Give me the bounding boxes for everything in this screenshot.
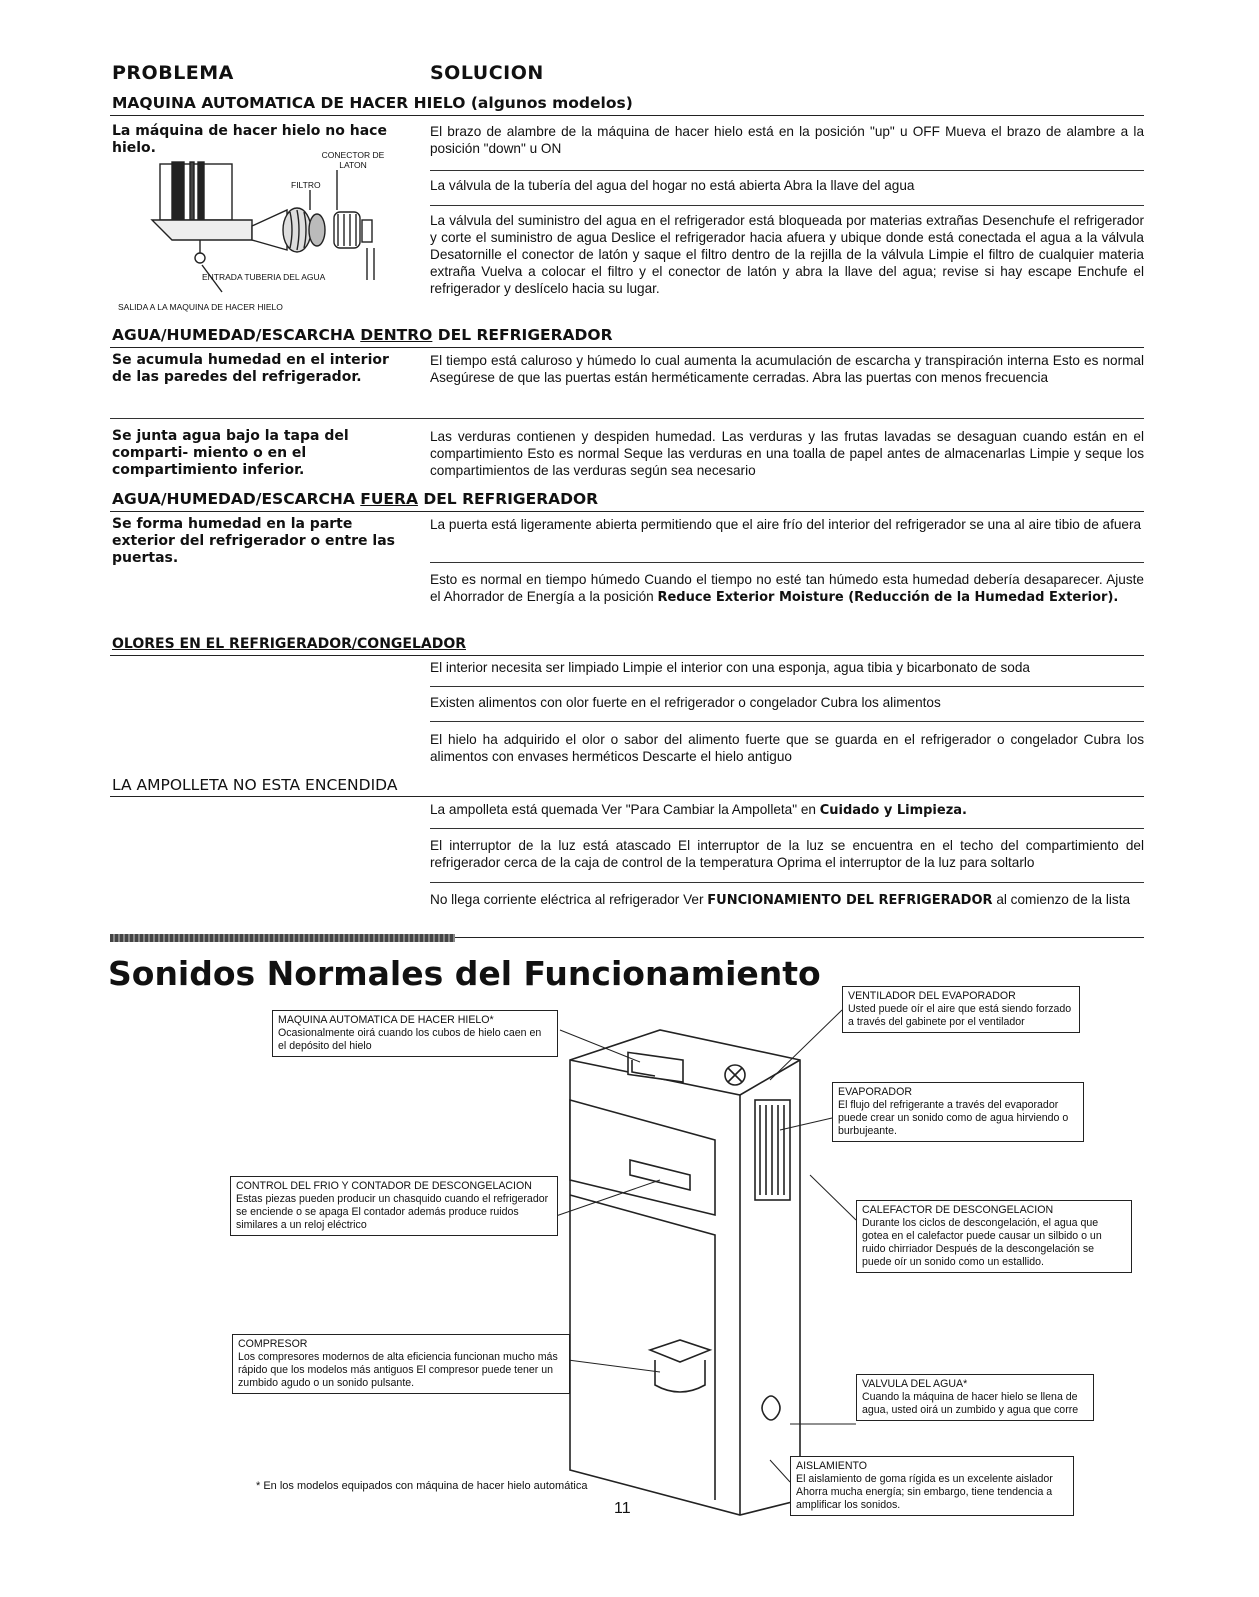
solution-clean-interior: El interior necesita ser limpiado Limpie el interior con una esponja, agua tibia y bicarbonato de soda [430, 660, 1030, 675]
page-number: 11 [614, 1500, 631, 1517]
section-inside-emphasis: DENTRO [360, 326, 433, 344]
callout-ice-maker-text: Ocasionalmente oirá cuando los cubos de hielo caen en el depósito del hielo [278, 1027, 542, 1052]
solution-humid-normal-emphasis: Reduce Exterior Moisture (Reducción de la Humedad Exterior). [657, 590, 1119, 605]
callout-cold-control-text: Estas piezas pueden producir un chasquido cuando el refrigerador se enciende o se apaga El contador además produce ruidos similares a un reloj eléctrico [236, 1193, 549, 1231]
callout-insulation [790, 1456, 1074, 1516]
solution-no-power-emphasis: FUNCIONAMIENTO DEL REFRIGERADOR [707, 893, 993, 908]
label-filtro: FILTRO [291, 180, 321, 190]
callout-water-valve-text: Cuando la máquina de hacer hielo se llena de agua, usted oirá un zumbido y agua que corre [862, 1391, 1079, 1416]
callout-compressor-text: Los compresores modernos de alta eficiencia funcionan mucho más rápido que los modelos más antiguos El compresor puede tener un zumbido agudo o un sonido pulsante. [238, 1351, 558, 1389]
callout-evaporator-fan-title: VENTILADOR DEL EVAPORADOR [848, 990, 1016, 1002]
solution-no-power-text-end: al comienzo de la lista [992, 892, 1131, 907]
callout-ice-maker-title: MAQUINA AUTOMATICA DE HACER HIELO* [278, 1014, 494, 1026]
solution-house-valve: La válvula de la tubería del agua del hogar no está abierta Abra la llave del agua [430, 178, 915, 193]
section-inside-text-end: DEL REFRIGERADOR [432, 326, 613, 344]
solution-wire-arm: El brazo de alambre de la máquina de hacer hielo está en la posición "up" u OFF Mueva el brazo de alambre a la posición "down" u ON [430, 124, 1144, 156]
callout-cold-control-title: CONTROL DEL FRIO Y CONTADOR DE DESCONGELACION [236, 1180, 532, 1192]
section-odors: OLORES EN EL REFRIGERADOR/CONGELADOR [112, 636, 467, 652]
callout-defrost-heater-title: CALEFACTOR DE DESCONGELACION [862, 1204, 1054, 1216]
problem-ice-maker: La máquina de hacer hielo no hace hielo. [112, 123, 387, 156]
callout-evaporator-text: El flujo del refrigerante a través del evaporador puede crear un sonido como de agua hirviendo o burbujeante. [838, 1099, 1069, 1137]
problem-inside-walls: Se acumula humedad en el interior de las paredes del refrigerador. [112, 352, 389, 385]
section-ice-maker: MAQUINA AUTOMATICA DE HACER HIELO (algunos modelos) [112, 94, 633, 112]
section-outside-text: AGUA/HUMEDAD/ESCARCHA [112, 490, 361, 508]
solution-light-switch: El interruptor de la luz está atascado El interruptor de la luz se encuentra en el techo del compartimiento del refrigerador cerca de la caja de control de la temperatura Oprima el interruptor de la luz para soltarlo [430, 838, 1144, 870]
solution-valve-blocked: La válvula del suministro del agua en el refrigerador está bloqueada por materias extrañas Desenchufe el refrigerador y corte el suministro de agua Deslice el refrigerador hacia afuera y ubique donde está conectada el agua a la válvula Desatornille el conector de latón y saque el filtro dentro de la rejilla de la válvula Limpie el filtro de cualquier materia extraña Vuelva a colocar el filtro y el conector de latón y abra la llave del agua; revise si hay escape Enchufe el refrigerador y deslícelo hacia su lugar. [430, 213, 1144, 296]
solution-bulb-burnt-emphasis: Cuidado y Limpieza. [819, 803, 967, 818]
problem-exterior-moisture: Se forma humedad en la parte exterior del refrigerador o entre las puertas. [112, 516, 395, 566]
header-solucion: SOLUCION [430, 62, 544, 84]
callout-evaporator [832, 1082, 1084, 1142]
section-bulb: LA AMPOLLETA NO ESTA ENCENDIDA [112, 776, 398, 794]
label-entrada: ENTRADA TUBERIA DEL AGUA [202, 272, 326, 282]
callout-evaporator-fan-text: Usted puede oír el aire que está siendo forzado a través del gabinete por el ventilador [848, 1003, 1072, 1028]
callout-defrost-heater [856, 1200, 1132, 1273]
callout-compressor-title: COMPRESOR [238, 1338, 308, 1350]
section-outside-emphasis: FUERA [360, 490, 418, 508]
label-salida: SALIDA A LA MAQUINA DE HACER HIELO [118, 302, 283, 312]
callout-water-valve [856, 1374, 1094, 1421]
solution-humid-normal-text: Esto es normal en tiempo húmedo Cuando el tiempo no esté tan húmedo esta humedad debería desaparecer. Ajuste el Ahorrador de Energía a la posición [430, 572, 1144, 604]
solution-vegetables: Las verduras contienen y despiden humedad. Las verduras y las frutas lavadas se desaguan cuando están en el compartimiento Esto es normal Seque las verduras en una toalla de papel antes de almacenarlas Limpie y seque los compartimientos de las verduras según sea necesario [430, 429, 1144, 478]
callout-cold-control [230, 1176, 558, 1236]
footnote: * En los modelos equipados con máquina de hacer hielo automática [256, 1480, 588, 1492]
section-inside-text: AGUA/HUMEDAD/ESCARCHA [112, 326, 361, 344]
callout-compressor [232, 1334, 570, 1394]
solution-ice-odor: El hielo ha adquirido el olor o sabor del alimento fuerte que se guarda en el refrigerador o congelador Cubra los alimentos con envases herméticos Descarte el hielo antiguo [430, 732, 1144, 764]
solution-door-ajar: La puerta está ligeramente abierta permitiendo que el aire frío del interior del refrigerador se una al aire tibio de afuera [430, 517, 1142, 532]
callout-insulation-title: AISLAMIENTO [796, 1460, 868, 1472]
callout-defrost-heater-text: Durante los ciclos de descongelación, el agua que gotea en el calefactor puede causar un silbido o un ruido chirriador Después de la descongelación se puede oír un sonido como un estallido. [862, 1217, 1102, 1268]
callout-ice-maker [272, 1010, 558, 1057]
section-outside-text-end: DEL REFRIGERADOR [417, 490, 599, 508]
solution-no-power-text: No llega corriente eléctrica al refrigerador Ver [430, 892, 708, 907]
callout-water-valve-title: VALVULA DEL AGUA* [862, 1378, 968, 1390]
solution-bulb-burnt-text: La ampolleta está quemada Ver "Para Cambiar la Ampolleta" en [430, 802, 820, 817]
callout-evaporator-title: EVAPORADOR [838, 1086, 912, 1098]
label-conector: CONECTOR DE LATON [321, 150, 385, 170]
solution-strong-odor: Existen alimentos con olor fuerte en el refrigerador o congelador Cubra los alimentos [430, 695, 941, 710]
sounds-title: Sonidos Normales del Funcionamiento [108, 954, 821, 993]
callout-insulation-text: El aislamiento de goma rígida es un excelente aislador Ahorra mucha energía; sin embargo, tiene tendencia a amplificar los sonidos. [796, 1473, 1053, 1511]
problem-water-under-cover: Se junta agua bajo la tapa del comparti- miento o en el compartimiento inferior. [112, 428, 349, 478]
header-problema: PROBLEMA [112, 62, 234, 84]
solution-humid-weather: El tiempo está caluroso y húmedo lo cual aumenta la acumulación de escarcha y transpiración interna Esto es normal Asegúrese de que las puertas están herméticamente cerradas. Abra las puertas con menos frecuencia [430, 353, 1144, 385]
callout-evaporator-fan [842, 986, 1080, 1033]
